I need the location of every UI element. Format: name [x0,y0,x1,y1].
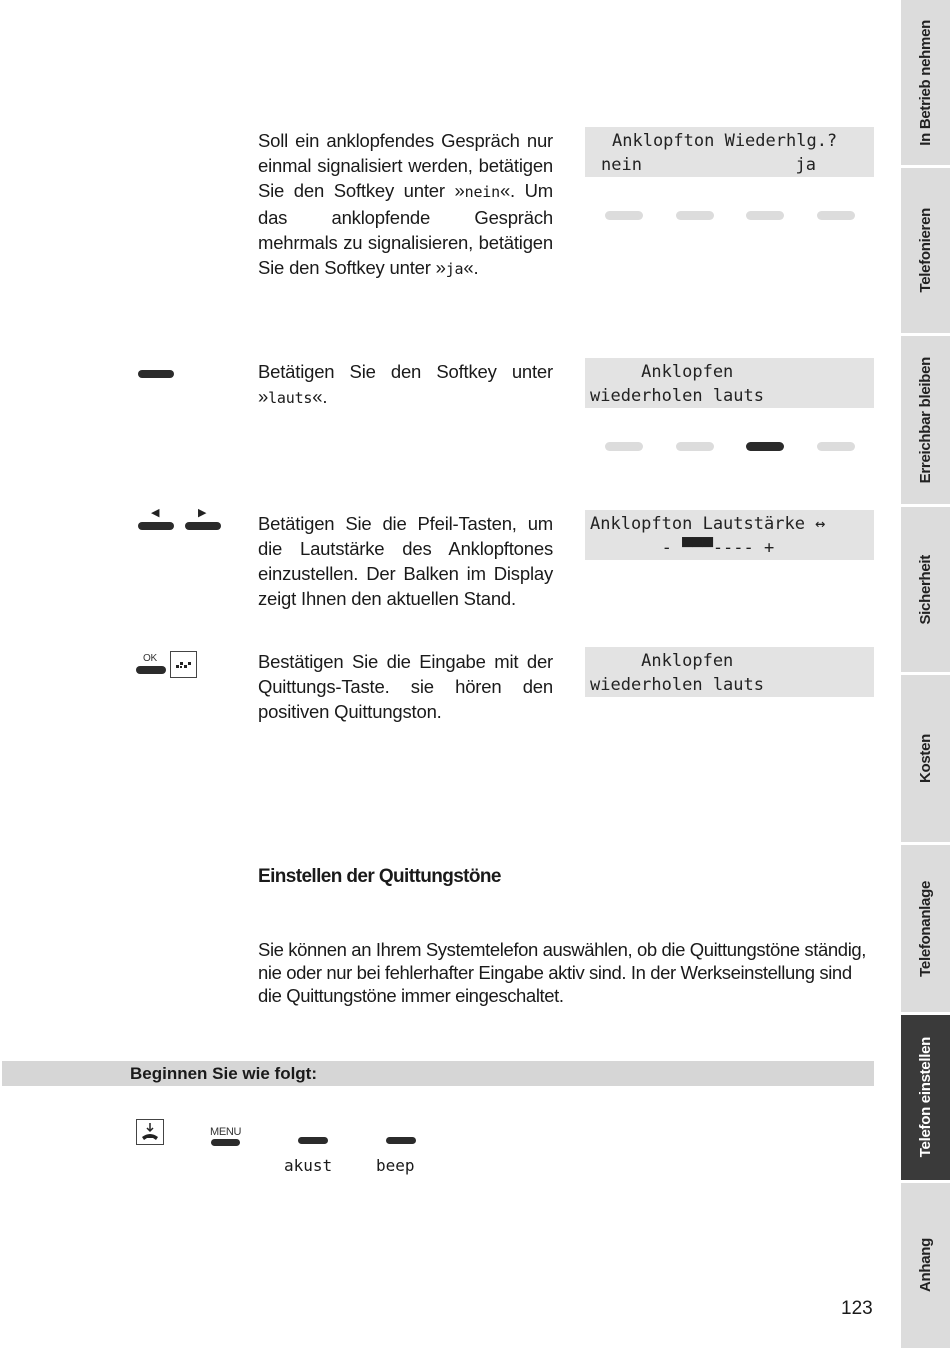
arrow-right-icon: ▶ [198,507,207,519]
tab-telefonieren[interactable]: Telefonieren [901,168,950,336]
display-line-1: Anklopfen [590,651,734,671]
menu-key-label: MENU [210,1126,242,1138]
menu-key-icon [211,1139,240,1146]
tab-sicherheit[interactable]: Sicherheit [901,507,950,675]
softkey-3-active[interactable] [746,442,784,451]
handset-icon [137,1120,163,1144]
page-number: 123 [841,1298,873,1319]
softkey-1[interactable] [605,442,643,451]
tab-telefonanlage[interactable]: Telefonanlage [901,845,950,1015]
softkey-beep-icon [386,1137,416,1144]
start-bar [2,1061,874,1086]
tab-anhang[interactable]: Anhang [901,1183,950,1348]
instruction-text-4: Bestätigen Sie die Eingabe mit der Quittungs-Taste. sie hören den positiven Quittungston. [258,651,553,722]
right-key-icon [185,522,221,530]
display-screen-2 [585,358,874,408]
display-line-2: wiederholen lauts [590,675,764,695]
softkey-2[interactable] [676,211,714,220]
instruction-text-3: Betätigen Sie die Pfeil-Tasten, um die Lautstärke des Anklopftones einzustellen. Der Balken im Display zeigt Ihnen den aktuellen Stand. [258,513,553,609]
handset-key-icon [136,1119,164,1145]
tab-in-betrieb-nehmen[interactable]: In Betrieb nehmen [901,0,950,168]
softkey-label-beep: beep [376,1156,415,1175]
softkey-label-akust: akust [284,1156,333,1175]
softkey-press-icon [138,370,174,378]
ok-key-label: OK [143,653,157,664]
ok-key-icon [136,666,166,674]
arrow-left-icon: ◀ [151,507,160,519]
start-bar-label: Beginnen Sie wie folgt: [130,1064,318,1083]
display-screen-4 [585,647,874,697]
description-paragraph: Sie können an Ihrem Systemtelefon auswählen, ob die Quittungstöne ständig, nie oder nur bei fehlerhafter Eingabe aktiv sind. In der Werkseinstellung sind die Quittungstöne immer eingeschaltet. [258,939,867,1006]
softkey-2[interactable] [676,442,714,451]
confirm-key-icon [170,651,197,678]
softkey-4[interactable] [817,211,855,220]
softkey-4[interactable] [817,442,855,451]
display-screen-1 [585,127,874,177]
softkey-3[interactable] [746,211,784,220]
display-line-2: wiederholen lauts [590,386,764,406]
softkey-1[interactable] [605,211,643,220]
dotted-pattern-icon [171,652,196,677]
display-screen-3 [585,510,874,560]
softkey-akust-icon [298,1137,328,1144]
instruction-text-2: Betätigen Sie den Softkey unter »lauts«. [258,361,553,407]
tab-erreichbar-bleiben[interactable]: Erreichbar bleiben [901,336,950,507]
display-line-2: nein ja [601,155,816,175]
section-heading: Einstellen der Quittungstöne [258,866,501,887]
tab-telefon-einstellen[interactable]: Telefon einstellen [901,1015,950,1183]
instruction-text-1: Soll ein anklopfendes Gespräch nur einmal signalisiert werden, betätigen Sie den Softkey unter »nein«. Um das anklopfende Gespräch mehrmals zu signalisieren, betätigen Sie den Softkey unter »ja«. [258,130,553,278]
tab-kosten[interactable]: Kosten [901,675,950,845]
display-line-1: Anklopfton Wiederhlg.? [612,131,838,151]
display-line-1: Anklopfen [590,362,734,382]
display-line-2: - ▀▀▀---- + [590,538,775,558]
display-line-1: Anklopfton Lautstärke ↔ [590,514,826,534]
left-key-icon [138,522,174,530]
